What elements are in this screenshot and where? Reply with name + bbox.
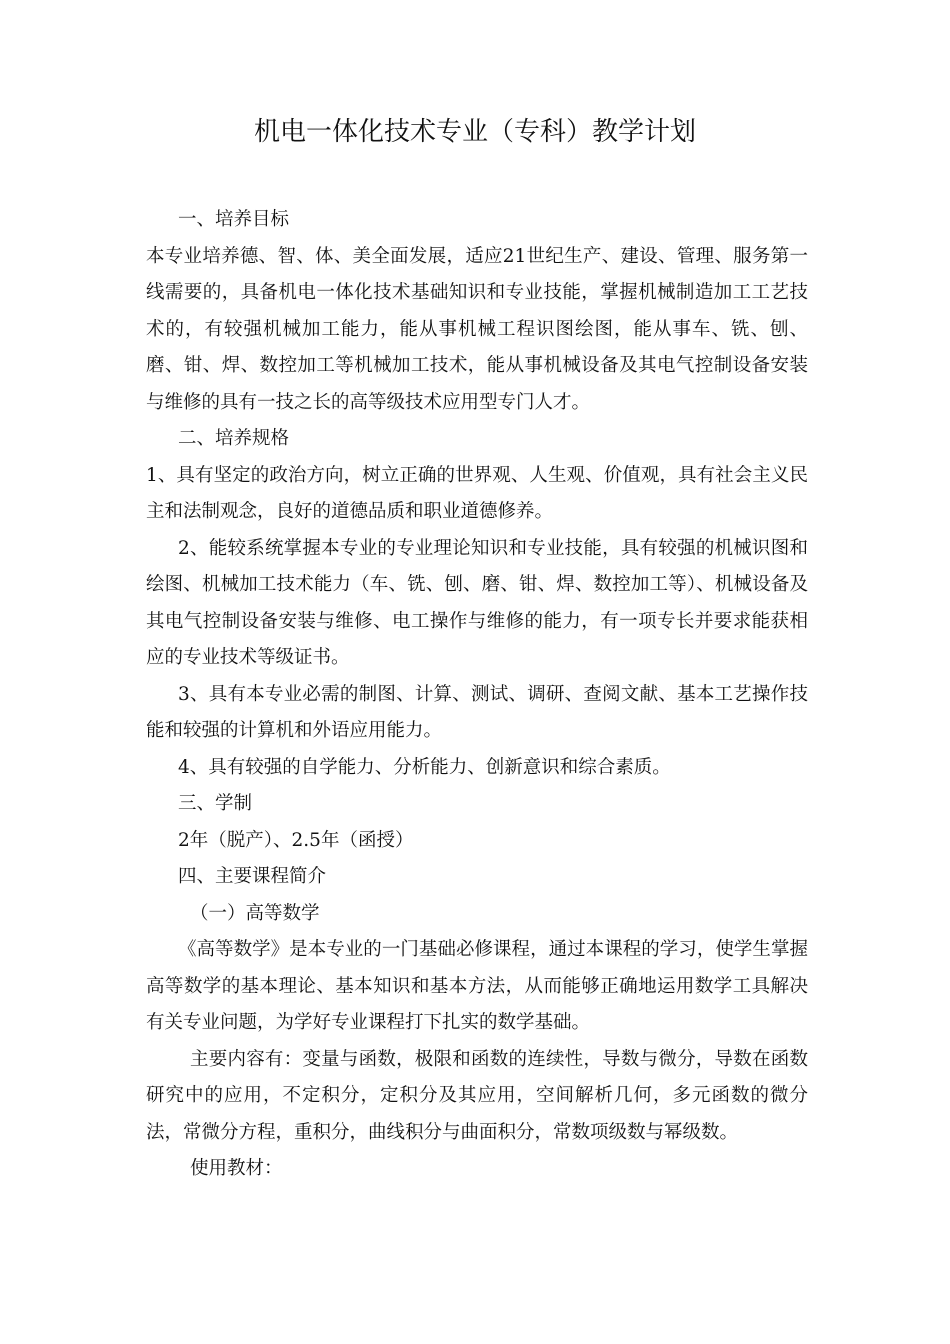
document-body <box>146 202 808 1188</box>
paragraph: 1、具有坚定的政治方向，树立正确的世界观、人生观、价值观，具有社会主义民主和法制观念，良好的道德品质和职业道德修养。 <box>146 464 808 522</box>
paragraph: 四、主要课程简介 <box>178 866 327 887</box>
paragraph: 4、具有较强的自学能力、分析能力、创新意识和综合素质。 <box>178 756 671 778</box>
paragraph: 3、具有本专业必需的制图、计算、测试、调研、查阅文献、基本工艺操作技能和较强的计算机和外语应用能力。 <box>146 683 808 741</box>
paragraph: 本专业培养德、智、体、美全面发展，适应21世纪生产、建设、管理、服务第一线需要的，具备机电一体化技术基础知识和专业技能，掌握机械制造加工工艺技术的，有较强机械加工能力，能从事机械工程识图绘图，能从事车、铣、刨、磨、钳、焊、数控加工等机械加工技术，能从事机械设备及其电气控制设备安装与维修的具有一技之长的高等级技术应用型专门人才。 <box>146 245 808 413</box>
paragraph: 《高等数学》是本专业的一门基础必修课程，通过本课程的学习，使学生掌握高等数学的基本理论、基本知识和基本方法，从而能够正确地运用数学工具解决有关专业问题，为学好专业课程打下扎实的数学基础。 <box>146 939 808 1033</box>
page-title: 机电一体化技术专业（专科）教学计划 <box>253 117 696 147</box>
paragraph: 一、培养目标 <box>178 209 290 230</box>
paragraph: 三、学制 <box>178 793 253 814</box>
paragraph: 主要内容有：变量与函数，极限和函数的连续性，导数与微分，导数在函数研究中的应用，不定积分，定积分及其应用，空间解析几何，多元函数的微分法，常微分方程，重积分，曲线积分与曲面积分，常数项级数与幂级数。 <box>146 1048 808 1143</box>
paragraph: 使用教材： <box>190 1158 283 1179</box>
paragraph: 二、培养规格 <box>178 428 290 449</box>
paragraph: 2年（脱产）、2.5年（函授） <box>178 829 414 851</box>
paragraph: （一）高等数学 <box>190 902 320 924</box>
paragraph: 2、能较系统掌握本专业的专业理论知识和专业技能，具有较强的机械识图和绘图、机械加工技术能力（车、铣、刨、磨、钳、焊、数控加工等）、机械设备及其电气控制设备安装与维修、电工操作与维修的能力，有一项专长并要求能获相应的专业技术等级证书。 <box>146 537 808 668</box>
